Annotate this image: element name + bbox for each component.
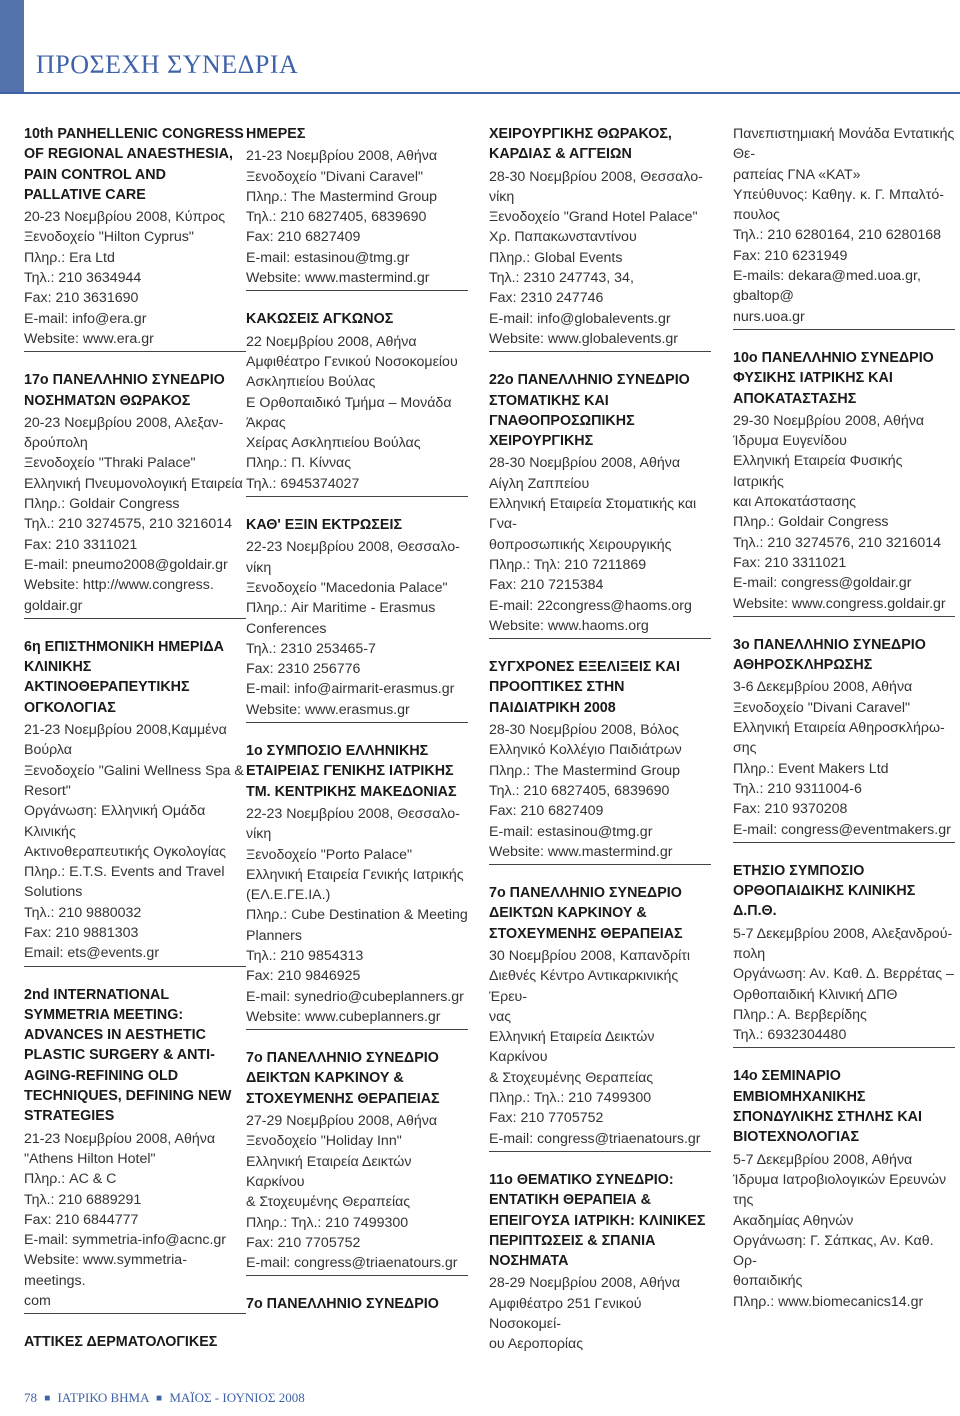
event-detail-line: Ξενοδοχείο "Porto Palace"	[246, 846, 412, 863]
event-entry	[489, 124, 711, 352]
event-detail-line: com	[24, 1293, 51, 1310]
event-detail-line: Πληρ.: Event Makers Ltd	[733, 760, 889, 777]
event-detail-line: Πληρ.: Air Maritime - Erasmus	[246, 600, 436, 617]
event-detail-line: 21-23 Νοεμβρίου 2008,Καμμένα	[24, 722, 227, 739]
event-detail-line: Fax: 210 9370208	[733, 801, 848, 818]
event-detail-line: E-mail: congress@goldair.gr	[733, 575, 912, 592]
event-detail-line: Ε Ορθοπαιδικό Τμήμα – Μονάδα Άκρας	[246, 394, 452, 431]
event-detail-line: Πληρ.: Π. Κίννας	[246, 455, 352, 472]
event-entry	[246, 309, 468, 497]
event-detail-line: Ελληνική Εταιρεία Στοματικής και Γνα-	[489, 496, 697, 533]
event-detail-line: E-mail: info@era.gr	[24, 310, 147, 327]
event-detail-line: E-mails: dekara@med.uoa.gr, gbaltop@	[733, 268, 921, 305]
event-detail-line: 28-30 Νοεμβρίου 2008, Θεσσαλο-	[489, 168, 703, 185]
event-detail-line: Τηλ.: 210 3274576, 210 3216014	[733, 534, 942, 551]
event-detail-line: 27-29 Νοεμβρίου 2008, Αθήνα	[246, 1113, 438, 1130]
event-detail-line: 3-6 Δεκεμβρίου 2008, Αθήνα	[733, 679, 913, 696]
event-detail-line: Fax: 210 3311021	[24, 536, 138, 553]
event-title: 1ο ΣΥΜΠΟΣΙΟ ΕΛΛΗΝΙΚΗΣ ΕΤΑΙΡΕΙΑΣ ΓΕΝΙΚΗΣ ΙΑΤΡΙΚΗΣ ΤΜ. ΚΕΝΤΡΙΚΗΣ ΜΑΚΕΔΟΝΙΑΣ	[246, 743, 457, 800]
event-entry	[24, 124, 246, 352]
event-detail-line: Υπεύθυνος: Καθηγ. κ. Γ. Μπαλτό-	[733, 186, 944, 203]
event-detail-line: E-mail: 22congress@haoms.org	[489, 597, 692, 614]
event-detail-line: Πληρ.: E.T.S. Events and Travel	[24, 864, 225, 881]
event-detail-line: Τηλ.: 2310 247743, 34,	[489, 270, 634, 287]
event-detail-line: δρούπολη	[24, 435, 88, 452]
event-title: ΑΤΤΙΚΕΣ ΔΕΡΜΑΤΟΛΟΓΙΚΕΣ	[24, 1334, 218, 1351]
event-detail-line: Ελληνική Εταιρεία Δεικτών Καρκίνου	[246, 1153, 412, 1190]
event-detail-line: Fax: 210 6231949	[733, 247, 848, 264]
event-detail-line: Planners	[246, 927, 302, 944]
event-title: 2nd INTERNATIONAL SYMMETRIA MEETING: ADVANCES IN AESTHETIC PLASTIC SURGERY & ANTI-AGING-REFINING OLD TECHNIQUES, DEFINING NEW STRATEGIES	[24, 986, 232, 1125]
event-detail-line: Ξενοδοχείο "Macedonia Palace"	[246, 579, 448, 596]
event-detail-line: & Στοχευμένης Θεραπείας	[246, 1194, 411, 1211]
event-detail-line: Ίδρυμα Ιατροβιολογικών Ερευνών της	[733, 1171, 947, 1209]
event-detail-line: Τηλ.: 2310 253465-7	[246, 640, 376, 657]
event-entry	[246, 741, 468, 1030]
event-entry	[246, 1294, 468, 1314]
event-detail-line: θοπροσωπικής Χειρουργικής	[489, 536, 672, 553]
event-detail-line: E-mail: congress@triaenatours.gr	[246, 1255, 458, 1272]
event-detail-line: Website: www.mastermind.gr	[246, 270, 430, 287]
event-detail-line: Fax: 210 6844777	[24, 1211, 139, 1228]
event-entry	[489, 883, 711, 1152]
event-detail-line: Πανεπιστημιακή Μονάδα Εντατικής Θε-	[733, 126, 955, 163]
event-detail-line: Τηλ.: 210 3634944	[24, 270, 142, 287]
event-detail-line: Fax: 210 3631690	[24, 290, 139, 307]
event-entry	[733, 635, 955, 843]
event-detail-line: Ασκληπιείου Βούλας	[246, 374, 376, 391]
event-detail-line: Τηλ.: 6945374027	[246, 475, 360, 492]
event-detail-line: Πληρ.: Α. Βερβερίδης	[733, 1006, 867, 1023]
event-detail-line: Solutions	[24, 884, 83, 901]
event-title: 7ο ΠΑΝΕΛΛΗΝΙΟ ΣΥΝΕΔΡΙΟ ΔΕΙΚΤΩΝ ΚΑΡΚΙΝΟΥ & ΣΤΟΧΕΥΜΕΝΗΣ ΘΕΡΑΠΕΙΑΣ	[489, 885, 683, 942]
event-detail-line: E-mail: congress@eventmakers.gr	[733, 821, 951, 838]
event-detail-line: Διεθνές Κέντρο Αντικαρκινικής Έρευ-	[489, 968, 679, 1005]
event-detail-line: Αμφιθέατρο 251 Γενικού Νοσοκομεί-	[489, 1295, 642, 1333]
event-detail-line: 29-30 Νοεμβρίου 2008, Αθήνα	[733, 412, 925, 429]
event-detail-line: Τηλ.: 6932304480	[733, 1027, 847, 1044]
event-title: 6η ΕΠΙΣΤΗΜΟΝΙΚΗ ΗΜΕΡΙΔΑ ΚΛΙΝΙΚΗΣ ΑΚΤΙΝΟΘΕΡΑΠΕΥΤΙΚΗΣ ΟΓΚΟΛΟΓΙΑΣ	[24, 638, 224, 716]
event-detail-line: Πληρ.: Τηλ.: 210 7499300	[246, 1214, 409, 1231]
event-detail-line: Ελληνική Εταιρεία Δεικτών Καρκίνου	[489, 1029, 655, 1066]
event-detail-line: Ορθοπαιδική Κλινική ΔΠΘ	[733, 986, 898, 1003]
event-detail-line: E-mail: synedrio@cubeplanners.gr	[246, 988, 464, 1005]
event-detail-line: πουλος	[733, 207, 780, 224]
event-detail-line: Fax: 210 7215384	[489, 577, 604, 594]
event-title: ΧΕΙΡΟΥΡΓΙΚΗΣ ΘΩΡΑΚΟΣ, ΚΑΡΔΙΑΣ & ΑΓΓΕΙΩΝ	[489, 126, 672, 163]
event-detail-line: Ξενοδοχείο "Holiday Inn"	[246, 1133, 402, 1150]
event-entry	[24, 370, 246, 619]
event-detail-line: Ξενοδοχείο "Hilton Cyprus"	[24, 229, 194, 246]
bullet-icon: ■	[156, 1393, 163, 1404]
event-detail-line: goldair.gr	[24, 597, 83, 614]
event-detail-line: Ξενοδοχείο "Grand Hotel Palace"	[489, 209, 698, 226]
event-detail-line: Website: www.haoms.org	[489, 617, 649, 634]
event-detail-line: Τηλ.: 210 9854313	[246, 947, 364, 964]
event-detail-line: Πληρ.: Goldair Congress	[733, 514, 889, 531]
event-detail-line: 28-30 Νοεμβρίου 2008, Βόλος	[489, 722, 679, 739]
event-entry	[246, 124, 468, 291]
event-detail-line: ου Αεροπορίας	[489, 1336, 584, 1353]
event-entry	[246, 515, 468, 723]
event-detail-line: 28-29 Νοεμβρίου 2008, Αθήνα	[489, 1275, 681, 1292]
event-title: 10th PANHELLENIC CONGRESS OF REGIONAL ANAESTHESIA, PAIN CONTROL AND PALLATIVE CARE	[24, 126, 244, 203]
event-detail-line: 22-23 Νοεμβρίου 2008, Θεσσαλο-	[246, 805, 460, 822]
event-detail-line: Ξενοδοχείο "Divani Caravel"	[733, 699, 911, 716]
event-title: ΚΑΘ' ΕΞΙΝ ΕΚΤΡΩΣΕΙΣ	[246, 517, 403, 534]
event-detail-line: Ελληνική Εταιρεία Φυσικής Ιατρικής	[733, 453, 903, 490]
page-title: ΠΡΟΣΕΧΗ ΣΥΝΕΔΡΙΑ	[36, 50, 299, 79]
event-entry	[489, 657, 711, 865]
event-detail-line: (ΕΛ.Ε.ΓΕ.ΙΑ.)	[246, 887, 331, 904]
event-detail-line: Fax: 210 7705752	[489, 1110, 604, 1127]
event-title: 17ο ΠΑΝΕΛΛΗΝΙΟ ΣΥΝΕΔΡΙΟ ΝΟΣΗΜΑΤΩΝ ΘΩΡΑΚΟΣ	[24, 372, 225, 409]
event-title: 11ο ΘΕΜΑΤΙΚΟ ΣΥΝΕΔΡΙΟ: ΕΝΤΑΤΙΚΗ ΘΕΡΑΠΕΙΑ & ΕΠΕΙΓΟΥΣΑ ΙΑΤΡΙΚΗ: ΚΛΙΝΙΚΕΣ ΠΕΡΙΠΤΩΣΕΙΣ & ΣΠΑΝΙΑ ΝΟΣΗΜΑΤΑ	[489, 1171, 706, 1270]
event-detail-line: Ακαδημίας Αθηνών	[733, 1212, 854, 1229]
event-detail-line: Ακτινοθεραπευτικής Ογκολογίας	[24, 843, 226, 860]
event-detail-line: Πληρ.: Cube Destination & Meeting	[246, 907, 468, 924]
event-detail-line: Website: www.erasmus.gr	[246, 701, 410, 718]
event-detail-line: Αμφιθέατρο Γενικού Νοσοκομείου	[246, 353, 458, 370]
event-detail-line: Website: www.era.gr	[24, 330, 154, 347]
event-detail-line: Ίδρυμα Ευγενίδου	[733, 433, 847, 450]
event-detail-line: Website: www.mastermind.gr	[489, 843, 673, 860]
event-entry	[24, 1332, 246, 1352]
event-detail-line: Τηλ.: 210 6889291	[24, 1191, 142, 1208]
event-detail-line: πολη	[733, 945, 766, 962]
event-detail-line: Fax: 2310 247746	[489, 290, 604, 307]
event-detail-line: Αίγλη Ζαππείου	[489, 475, 590, 492]
event-detail-line: Fax: 210 9881303	[24, 924, 139, 941]
event-entry	[733, 348, 955, 617]
event-detail-line: Τηλ.: 210 6827405, 6839690	[489, 782, 670, 799]
event-detail-line: 21-23 Νοεμβρίου 2008, Αθήνα	[246, 148, 438, 165]
event-detail-line: & Στοχευμένης Θεραπείας	[489, 1069, 654, 1086]
event-detail-line: Χρ. Παπακωνσταντίνου	[489, 229, 637, 246]
page-footer	[24, 1390, 305, 1406]
event-title: 7ο ΠΑΝΕΛΛΗΝΙΟ ΣΥΝΕΔΡΙΟ	[246, 1296, 439, 1313]
event-detail-line: nurs.uoa.gr	[733, 308, 805, 325]
event-detail-line: Βούρλα	[24, 742, 72, 759]
event-detail-line: Τηλ.: 210 9311004-6	[733, 780, 862, 797]
event-title: ΚΑΚΩΣΕΙΣ ΑΓΚΩΝΟΣ	[246, 311, 394, 328]
event-entry	[24, 985, 246, 1315]
event-detail-line: Ξενοδοχείο "Thraki Palace"	[24, 455, 196, 472]
event-detail-line: Πληρ.: AC & C	[24, 1171, 117, 1188]
event-detail-line: Πληρ.: The Mastermind Group	[246, 188, 437, 205]
event-detail-line: 5-7 Δεκεμβρίου 2008, Αλεξανδρού-	[733, 925, 953, 942]
event-entry	[489, 1170, 711, 1355]
event-detail-line: E-mail: estasinou@tmg.gr	[246, 249, 410, 266]
event-detail-line: E-mail: info@globalevents.gr	[489, 310, 671, 327]
event-detail-line: Ελληνική Εταιρεία Γενικής Ιατρικής	[246, 866, 464, 883]
event-detail-line: νίκη	[489, 188, 515, 205]
event-detail-line: ραπείας ΓΝΑ «ΚΑΤ»	[733, 166, 861, 183]
event-detail-line: E-mail: info@airmarit-erasmus.gr	[246, 681, 455, 698]
event-detail-line: Website: www.congress.goldair.gr	[733, 595, 946, 612]
event-title: 7ο ΠΑΝΕΛΛΗΝΙΟ ΣΥΝΕΔΡΙΟ ΔΕΙΚΤΩΝ ΚΑΡΚΙΝΟΥ & ΣΤΟΧΕΥΜΕΝΗΣ ΘΕΡΑΠΕΙΑΣ	[246, 1050, 440, 1107]
event-detail-line: Πληρ.: The Mastermind Group	[489, 762, 680, 779]
magazine-name: ΙΑΤΡΙΚΟ ΒΗΜΑ	[57, 1390, 149, 1405]
header-accent-bar	[0, 0, 24, 92]
event-detail-line: Ξενοδοχείο "Galini Wellness Spa &	[24, 762, 244, 779]
event-detail-line: Ξενοδοχείο "Divani Caravel"	[246, 168, 424, 185]
event-detail-line: Website: www.symmetria-meetings.	[24, 1252, 187, 1289]
page-number: 78	[24, 1390, 37, 1405]
event-detail-line: νίκη	[246, 559, 272, 576]
event-detail-line: Conferences	[246, 620, 327, 637]
event-detail-line: 20-23 Νοεμβρίου 2008, Αλεξαν-	[24, 414, 224, 431]
event-detail-line: Resort"	[24, 782, 71, 799]
event-entry	[489, 370, 711, 639]
event-entry	[24, 637, 246, 967]
event-entry	[733, 1066, 955, 1312]
event-title: ΣΥΓΧΡΟΝΕΣ ΕΞΕΛΙΞΕΙΣ ΚΑΙ ΠΡΟΟΠΤΙΚΕΣ ΣΤΗΝ ΠΑΙΔΙΑΤΡΙΚΗ 2008	[489, 659, 680, 716]
event-detail-line: 5-7 Δεκεμβρίου 2008, Αθήνα	[733, 1151, 913, 1168]
event-detail-line: Fax: 210 9846925	[246, 968, 361, 985]
event-title: 14ο ΣΕΜΙΝΑΡΙΟ ΕΜΒΙΟΜΗΧΑΝΙΚΗΣ ΣΠΟΝΔΥΛΙΚΗΣ ΣΤΗΛΗΣ ΚΑΙ ΒΙΟΤΕΧΝΟΛΟΓΙΑΣ	[733, 1068, 922, 1146]
issue-date: ΜΑΪΟΣ - ΙΟΥΝΙΟΣ 2008	[169, 1390, 305, 1405]
event-detail-line: και Αποκατάστασης	[733, 494, 856, 511]
bullet-icon: ■	[44, 1393, 51, 1404]
event-entry	[733, 124, 955, 330]
event-entry	[246, 1048, 468, 1276]
event-detail-line: Fax: 210 6827409	[489, 803, 604, 820]
event-detail-line: 30 Νοεμβρίου 2008, Καπανδρίτι	[489, 947, 691, 964]
event-detail-line: 28-30 Νοεμβρίου 2008, Αθήνα	[489, 455, 681, 472]
event-detail-line: Τηλ.: 210 6827405, 6839690	[246, 209, 427, 226]
event-detail-line: 20-23 Νοεμβρίου 2008, Κύπρος	[24, 209, 226, 226]
event-detail-line: 22 Νοεμβρίου 2008, Αθήνα	[246, 333, 417, 350]
event-title: 3ο ΠΑΝΕΛΛΗΝΙΟ ΣΥΝΕΔΡΙΟ ΑΘΗΡΟΣΚΛΗΡΩΣΗΣ	[733, 636, 926, 674]
event-detail-line: θοπαιδικής	[733, 1273, 803, 1290]
column-3	[489, 124, 711, 1373]
event-detail-line: Ελληνική Εταιρεία Αθηροσκλήρω-	[733, 720, 945, 737]
event-title: 22ο ΠΑΝΕΛΛΗΝΙΟ ΣΥΝΕΔΡΙΟ ΣΤΟΜΑΤΙΚΗΣ ΚΑΙ ΓΝΑΘΟΠΡΟΣΩΠΙΚΗΣ ΧΕΙΡΟΥΡΓΙΚΗΣ	[489, 372, 690, 450]
event-detail-line: νίκη	[246, 826, 272, 843]
event-detail-line: Fax: 210 7705752	[246, 1234, 361, 1251]
event-detail-line: E-mail: estasinou@tmg.gr	[489, 823, 653, 840]
event-detail-line: σης	[733, 740, 757, 757]
event-detail-line: Website: http://www.congress.	[24, 577, 214, 594]
event-detail-line: Πληρ.: Τηλ.: 210 7499300	[489, 1090, 652, 1107]
event-detail-line: Πληρ.: Τηλ: 210 7211869	[489, 556, 647, 573]
event-detail-line: Fax: 210 3311021	[733, 554, 847, 571]
event-detail-line: 22-23 Νοεμβρίου 2008, Θεσσαλο-	[246, 539, 460, 556]
event-entry	[733, 861, 955, 1049]
event-detail-line: Οργάνωση: Γ. Σάπκας, Αν. Καθ. Ορ-	[733, 1232, 934, 1270]
event-detail-line: Website: www.cubeplanners.gr	[246, 1008, 441, 1025]
event-detail-line: Fax: 2310 256776	[246, 661, 361, 678]
event-detail-line: 21-23 Νοεμβρίου 2008, Αθήνα	[24, 1130, 216, 1147]
event-title: 10ο ΠΑΝΕΛΛΗΝΙΟ ΣΥΝΕΔΡΙΟ ΦΥΣΙΚΗΣ ΙΑΤΡΙΚΗΣ ΚΑΙ ΑΠΟΚΑΤΑΣΤΑΣΗΣ	[733, 349, 934, 407]
event-detail-line: Οργάνωση: Αν. Καθ. Δ. Βερρέτας –	[733, 966, 954, 983]
title-divider	[0, 92, 960, 94]
column-4	[733, 124, 955, 1330]
event-detail-line: Email: ets@events.gr	[24, 945, 160, 962]
event-detail-line: E-mail: symmetria-info@acnc.gr	[24, 1232, 227, 1249]
event-detail-line: Τηλ.: 210 3274575, 210 3216014	[24, 516, 233, 533]
event-detail-line: Ελληνική Πνευμονολογική Εταιρεία	[24, 475, 243, 492]
event-detail-line: νας	[489, 1008, 512, 1025]
event-detail-line: Website: www.globalevents.gr	[489, 330, 678, 347]
event-detail-line: E-mail: congress@triaenatours.gr	[489, 1130, 701, 1147]
column-2	[246, 124, 468, 1333]
event-detail-line: Fax: 210 6827409	[246, 229, 361, 246]
event-detail-line: Οργάνωση: Ελληνική Ομάδα Κλινικής	[24, 803, 206, 840]
event-title: ΗΜΕΡΕΣ	[246, 126, 306, 142]
event-detail-line: Πληρ.: Era Ltd	[24, 249, 115, 266]
event-detail-line: Πληρ.: Goldair Congress	[24, 496, 180, 513]
event-detail-line: Πληρ.: www.biomecanics14.gr	[733, 1293, 924, 1310]
event-detail-line: E-mail: pneumo2008@goldair.gr	[24, 556, 228, 573]
event-title: ΕΤΗΣΙΟ ΣΥΜΠΟΣΙΟ ΟΡΘΟΠΑΙΔΙΚΗΣ ΚΛΙΝΙΚΗΣ Δ.Π.Θ.	[733, 862, 916, 920]
event-detail-line: "Athens Hilton Hotel"	[24, 1150, 156, 1167]
event-detail-line: Ελληνικό Κολλέγιο Παιδιάτρων	[489, 742, 682, 759]
event-detail-line: Τηλ.: 210 9880032	[24, 904, 142, 921]
column-1	[24, 124, 246, 1371]
event-detail-line: Χείρας Ασκληπιείου Βούλας	[246, 435, 421, 452]
event-detail-line: Πληρ.: Global Events	[489, 249, 623, 266]
event-detail-line: Τηλ.: 210 6280164, 210 6280168	[733, 227, 942, 244]
